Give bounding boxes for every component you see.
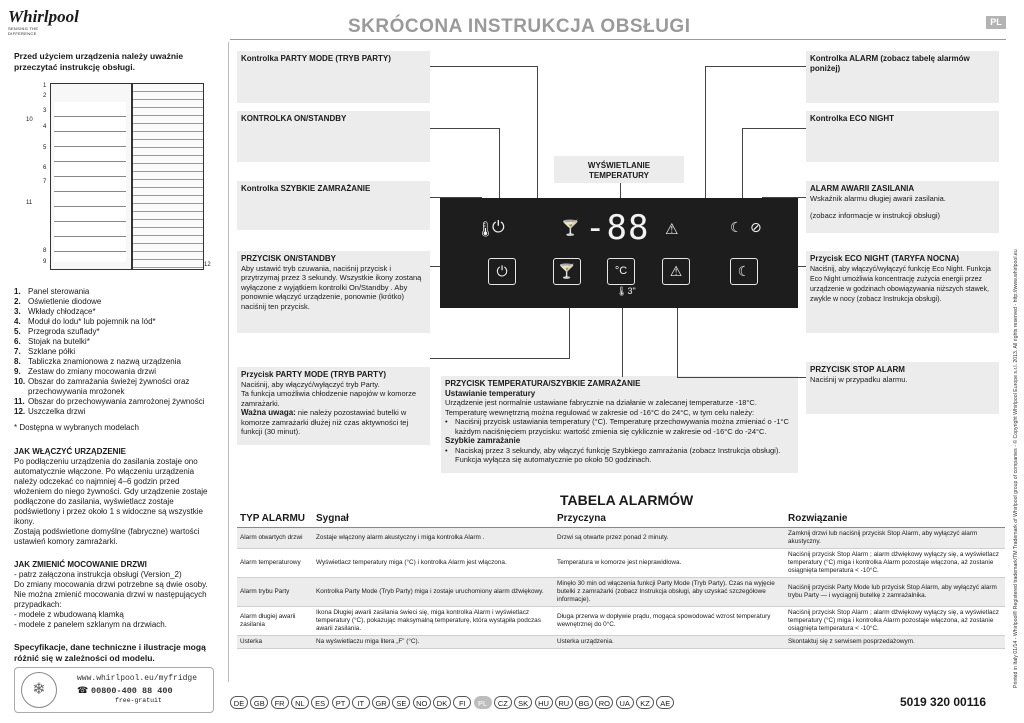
list-item: 10. Obszar do zamrażania świeżej żywności oraz przechowywania mrożonek [14,377,190,396]
language-pl: PL [474,696,492,709]
language-se: SE [392,696,410,709]
brand-logo [8,7,79,36]
table-row: Alarm otwartych drzwi Zostaje włączony alarm akustyczny i miga kontrolka Alarm . Drzwi są otwarte przez ponad 2 minuty. Zamknij drzwi lub naciśnij przycisk Stop Alarm, aby wyłączyć alarm akustyczny. [237,528,1005,549]
refrigerator-icon: ❄ [21,672,57,708]
control-panel [440,198,798,308]
power-icon: ⏻ [496,263,508,279]
leader-line [430,358,570,359]
temperature-button[interactable] [607,258,635,285]
freezer-shelves [54,102,126,262]
language-ro: RO [595,696,613,709]
language-nl: NL [291,696,309,709]
door-section [14,560,214,630]
language-ae: AE [656,696,674,709]
stop-alarm-button[interactable] [662,258,690,285]
party-glass-icon: 🍸 [558,263,576,279]
callout-onstandby-button: PRZYCISK ON/STANDBY Aby ustawić tryb czuwania, naciśnij przycisk i przytrzymaj przez 3 sekundy. Wszystkie ikony zostaną wyłączone z wyjątkiem kontrolki On/Standby . Aby ponownie włączyć urządzenie, ponownie (krótko) naciśnij ten przycisk. [237,251,430,333]
leader-line [742,128,806,129]
contact-free: free-gratuit [115,697,162,704]
language-hu: HU [535,696,553,709]
section-heading: JAK WŁĄCZYĆ URZĄDZENIE [14,447,126,456]
thermometer-icon: 🌡 [616,286,628,296]
eco-night-button[interactable] [730,258,758,285]
diagram-label-4: 4 [43,124,47,130]
language-kz: KZ [636,696,654,709]
eco-night-icon: ☾ [737,263,751,279]
switch-on-section [14,447,214,547]
list-item: 9. Zestaw do zmiany mocowania drzwi [14,367,157,376]
table-row: Usterka Na wyświetlaczu miga litera „F” (°C). Usterka urządzenia. Skontaktuj się z serwisem posprzedażowym. [237,636,1005,649]
callout-quickfreeze-led: Kontrolka SZYBKIE ZAMRAŻANIE [237,181,430,230]
diagram-label-12: 12 [204,262,211,268]
party-mode-button[interactable] [553,258,581,285]
diagram-label-5: 5 [43,145,47,151]
table-header-row: TYP ALARMU Sygnał Przyczyna Rozwiązanie [237,511,1005,528]
callout-party-led: Kontrolka PARTY MODE (TRYB PARTY) [237,51,430,103]
language-pt: PT [332,696,350,709]
thermometer-icon: 🌡 [476,221,496,238]
language-gb: GB [250,696,268,709]
leader-line [705,66,806,67]
freezer-door [132,83,204,270]
quick-freeze-indicator: 🌡3" [616,286,636,296]
parts-list [14,287,219,433]
temperature-display: -88 [585,208,650,248]
language-gr: GR [372,696,390,709]
copyright-side-text: Printed in Italy 01/14 - Whirlpool® Registered trademark/TM Trademark of Whirlpool group of companies - © Copyright Whirlpool Europe s.r.l. 2013. All rights reserved - http://www.whirlpool.eu [1013,249,1019,688]
table-row: Alarm temperaturowy Wyświetlacz temperatury miga (°C) i kontrolka Alarm jest włączona. Temperatura w komorze jest nieprawidłowa. Naciśnij przycisk Stop Alarm ; alarm dźwiękowy wyłączy się, a wyświetlacz temperatury (°C) miga i kontrolka Alarm pozostaje włączona, aż zostanie osiągnięta temperatura < -10°C. [237,549,1005,578]
column-divider [228,42,229,682]
section-text: - modele z wbudowaną klamką [14,610,124,619]
list-item: 4. Moduł do lodu* lub pojemnik na lód* [14,317,156,326]
list-item: 1. Panel sterowania [14,287,90,296]
leader-line [430,66,538,67]
callout-power-alarm: ALARM AWARII ZASILANIA Wskaźnik alarmu długiej awarii zasilania. (zobacz informacje w instrukcji obsługi) [806,181,999,233]
contact-phone: 00800-400 88 400 [91,686,173,696]
eco-night-icon: ☾ [730,219,743,235]
list-item: 12. Uszczelka drzwi [14,407,86,416]
section-text: Po podłączeniu urządzenia do zasilania zostaje ono automatycznie włączone. Po włączeniu urządzenia należy odczekać co najmniej 4–6 godzin przed włożeniem do niego żywności. Gdy urządzenie zostaje podłączone do zasilania, wyświetlacz zostaje podświetlony i przez około 1 s widoczne są wszystkie ikony. [14,457,208,526]
section-text: Nie można zmienić mocowania drzwi w następujących przypadkach: [14,590,207,609]
diagram-label-6: 6 [43,165,47,171]
list-item: 7. Szklane półki [14,347,76,356]
phone-icon: ☎ [77,685,89,695]
callout-stop-alarm: PRZYCISK STOP ALARM Naciśnij w przypadku alarmu. [806,362,999,414]
power-failure-icon: ⊘ [750,219,762,235]
alarm-icon: ⚠ [665,221,679,238]
language-badge: PL [986,16,1006,29]
language-es: ES [311,696,329,709]
callout-eco-button: Przycisk ECO NIGHT (TARYFA NOCNA) Naciśnij, aby włączyć/wyłączyć funkcję Eco Night. Funkcja Eco Night umożliwia koncentrację zużycia energii przez urządzenie w godzinach obowiązywania niższych stawek, zwykle w nocy (zobacz Instrukcja obsługi). [806,251,999,333]
header-rule [230,39,1006,40]
diagram-label-10: 10 [26,117,33,123]
contact-box [14,667,214,713]
list-item: 6. Stojak na butelki* [14,337,90,346]
list-item: 8. Tabliczka znamionowa z nazwą urządzenia [14,357,181,366]
diagram-label-3: 3 [43,108,47,114]
language-it: IT [352,696,370,709]
alarm-icon: ⚠ [669,263,683,279]
contact-url[interactable]: www.whirlpool.eu/myfridge [77,674,198,683]
section-text: Do zmiany mocowania drzwi potrzebne są dwie osoby. [14,580,208,589]
language-ru: RU [555,696,573,709]
diagram-label-11: 11 [26,200,33,206]
language-dk: DK [433,696,451,709]
party-glass-icon: 🍸 [561,220,580,237]
brand-name: Whirlpool [8,7,79,26]
language-sk: SK [514,696,532,709]
language-bg: BG [575,696,593,709]
alarm-table-title: TABELA ALARMÓW [560,492,694,508]
list-item: 3. Wkłady chłodzące* [14,307,96,316]
freezer-diagram [14,80,214,275]
language-no: NO [413,696,431,709]
leader-line [430,128,500,129]
list-item: 5. Przegroda szuflady* [14,327,100,336]
page-title: SKRÓCONA INSTRUKCJA OBSŁUGI [348,16,691,37]
diagram-label-7: 7 [43,179,47,185]
alarm-table [237,511,1005,649]
list-item: 2. Oświetlenie diodowe [14,297,102,306]
language-ua: UA [616,696,634,709]
parts-note: * Dostępna w wybranych modelach [14,423,139,432]
callout-temp-button: PRZYCISK TEMPERATURA/SZYBKIE ZAMRAŻANIE Ustawianie temperatury Urządzenie jest normalnie ustawiane fabrycznie na działanie w zalecanej temperaturze -18°C. Temperaturę wewnętrzną można regulować w zakresie od -16°C do 24°C, w tym celu należy: • Naciśnij przycisk ustawiania temperatury (°C). Temperaturę przechowywania można zmieniać o -1°C każdym naciśnięciem przycisku: wartość zmienia się cyklicznie w zakresie od -16°C do -24°C. Szybkie zamrażanie • Naciskaj przez 3 sekundy, aby włączyć funkcję Szybkiego zamrażania (zobacz Instrukcja obsługi). Funkcja wyłącza się automatycznie po około 50 godzinach. [441,376,798,473]
diagram-label-8: 8 [43,248,47,254]
table-row: Alarm długiej awarii zasilania Ikona Długiej awarii zasilania świeci się, miga kontrolka Alarm i wyświetlacz temperatury (°C), pokazując maksymalną temperaturę, która wystąpiła podczas awarii zasilania. Długa przerwa w dopływie prądu, mogąca spowodować wzrost temperatury wewnętrznej do 0°C. Naciśnij przycisk Stop Alarm ; alarm dźwiękowy wyłączy się, a wyświetlacz temperatury (°C) miga i kontrolka Alarm pozostaje włączona, aż zostanie osiągnięta temperatura < -10°C. [237,607,1005,636]
table-row: Alarm trybu Party Kontrolka Party Mode (Tryb Party) miga i zostaje uruchomiony alarm dźwiękowy. Minęło 30 min od włączenia funkcji Party Mode (Tryb Party). Czas na wyjęcie butelki z zamrażarki (zobacz Instrukcja obsługi, aby uzyskać szczegółowe informacje). Naciśnij przycisk Party Mode lub przycisk Stop Alarm, aby wyłączyć alarm trybu Party — i wyciągnij butelkę z zamrażalnika. [237,578,1005,607]
celsius-icon: °C [614,265,628,277]
callout-onstandby-led: KONTROLKA ON/STANDBY [237,111,430,162]
language-fi: FI [453,696,471,709]
list-item: 11. Obszar do przechowywania zamrożonej żywności [14,397,205,406]
section-text: - modele z panelem szklanym na drzwiach. [14,620,167,629]
section-text: - patrz załączona instrukcja obsługi (Version_2) [14,570,182,579]
power-icon: ⏻ [492,219,505,236]
onstandby-button[interactable] [488,258,516,285]
leader-line [677,377,806,378]
callout-temp-display: WYŚWIETLANIE TEMPERATURY [554,156,684,183]
diagram-label-9: 9 [43,259,47,265]
intro-text: Przed użyciem urządzenia należy uważnie przeczytać instrukcję obsługi. [14,51,184,72]
section-text: Zostają podświetlone domyślne (fabryczne) wartości ustawień komory zamrażarki. [14,527,200,546]
language-de: DE [230,696,248,709]
part-number: 5019 320 00116 [900,695,987,709]
brand-tagline: SENSING THE DIFFERENCE [8,26,39,36]
language-fr: FR [271,696,289,709]
diagram-label-1: 1 [43,83,47,89]
callout-alarm-led: Kontrolka ALARM (zobacz tabelę alarmów poniżej) [806,51,999,103]
diagram-label-2: 2 [43,93,47,99]
callout-party-button: Przycisk PARTY MODE (TRYB PARTY) Naciśnij, aby włączyć/wyłączyć tryb Party. Ta funkcja umożliwia chłodzenie napojów w komorze zamrażarki. Ważna uwaga: nie należy pozostawiać butelki w komorze zamrażarki dłużej niż czas aktywności tej funkcji (30 minut). [237,367,430,445]
section-heading: JAK ZMIENIĆ MOCOWANIE DRZWI [14,560,147,569]
callout-eco-led: Kontrolka ECO NIGHT [806,111,999,162]
spec-note: Specyfikacje, dane techniczne i ilustracje mogą różnić się w zależności od modelu. [14,642,206,663]
language-cz: CZ [494,696,512,709]
